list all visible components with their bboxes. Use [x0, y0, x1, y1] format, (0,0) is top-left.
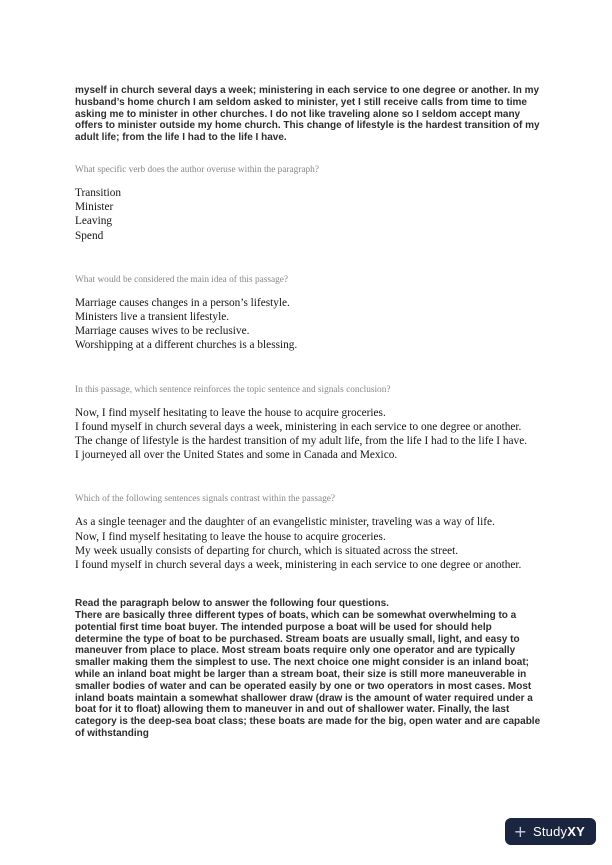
studyxy-logo-text: [533, 824, 585, 839]
answer-option: Now, I find myself hesitating to leave the house to acquire groceries.: [75, 406, 386, 419]
answer-option: Ministers live a transient lifestyle.: [75, 311, 230, 323]
logo-text-xy: XY: [567, 824, 585, 839]
answer-option: Transition: [75, 186, 122, 199]
answer-option: Marriage causes wives to be reclusive.: [75, 325, 250, 338]
question-text-4: Which of the following sentences signals contrast within the passage?: [75, 494, 335, 505]
boat-passage-paragraph: There are basically three different types of boats, which can be somewhat overwhelming to a potential first time boat buyer. The intended purpose a boat will be used for should help determine the type of boat to be purchased. Stream boats are usually small, light, and easy to maneuver from place to place. Most stream boats require only one operator and are typically smaller making them the simplest to use. The next choice one might consider is an inland boat; while an inland boat might be larger than a stream boat, their size is still more maneuverable in smaller bodies of water and can be operated easily by one or two operators in most cases. Most inland boats maintain a somewhat shallower draw (draw is the amount of water required under a boat for it to float) allowing them to maneuver in and out of shallower water. Finally, the last category is the deep-sea boat class; these boats are made for the big, open water and are capable of withstanding: [75, 610, 541, 739]
answer-option: I found myself in church several days a week, ministering in each service to one degree or another.: [75, 559, 522, 572]
answer-option: My week usually consists of departing for church, which is situated across the street.: [75, 544, 459, 557]
document-page: [75, 85, 541, 740]
question-text-1: What specific verb does the author overuse within the paragraph?: [75, 164, 319, 175]
answer-option: Worshipping at a different churches is a blessing.: [75, 339, 298, 352]
question-block-4: [75, 494, 541, 572]
logo-text-study: Study: [533, 824, 568, 839]
answer-option: Minister: [75, 201, 114, 214]
question-text-2: What would be considered the main idea of this passage?: [75, 274, 288, 285]
question-block-3: [75, 385, 541, 463]
boat-instruction-line: Read the paragraph below to answer the following four questions.: [75, 598, 389, 610]
answer-option: Now, I find myself hesitating to leave the house to acquire groceries.: [75, 530, 386, 543]
answer-option: I found myself in church several days a week, ministering in each service to one degree or another.: [75, 420, 522, 433]
studyxy-logo[interactable]: [505, 818, 596, 845]
options-list-4: [75, 515, 541, 572]
answer-option: Spend: [75, 229, 104, 242]
question-block-2: [75, 275, 541, 353]
question-block-1: [75, 165, 541, 243]
answer-option: As a single teenager and the daughter of an evangelistic minister, traveling was a way of life.: [75, 516, 495, 529]
passage-intro-paragraph: myself in church several days a week; ministering in each service to one degree or another. In my husband’s home church I am seldom asked to minister, yet I still receive calls from time to time asking me to minister in other churches. I do not like traveling alone so I seldom accept many offers to minister outside my home church. This change of lifestyle is the hardest transition of my adult life; from the life I had to the life I have.: [75, 85, 540, 144]
plus-icon: +: [513, 821, 527, 841]
options-list-1: [75, 186, 541, 243]
answer-option: I journeyed all over the United States and some in Canada and Mexico.: [75, 449, 398, 462]
boat-passage-section: [75, 598, 541, 740]
answer-option: Marriage causes changes in a person’s lifestyle.: [75, 296, 290, 309]
question-text-3: In this passage, which sentence reinforces the topic sentence and signals conclusion?: [75, 384, 391, 395]
options-list-3: [75, 406, 541, 463]
options-list-2: [75, 296, 541, 353]
answer-option: The change of lifestyle is the hardest transition of my adult life, from the life I had to the life I have.: [75, 435, 528, 448]
answer-option: Leaving: [75, 215, 113, 228]
